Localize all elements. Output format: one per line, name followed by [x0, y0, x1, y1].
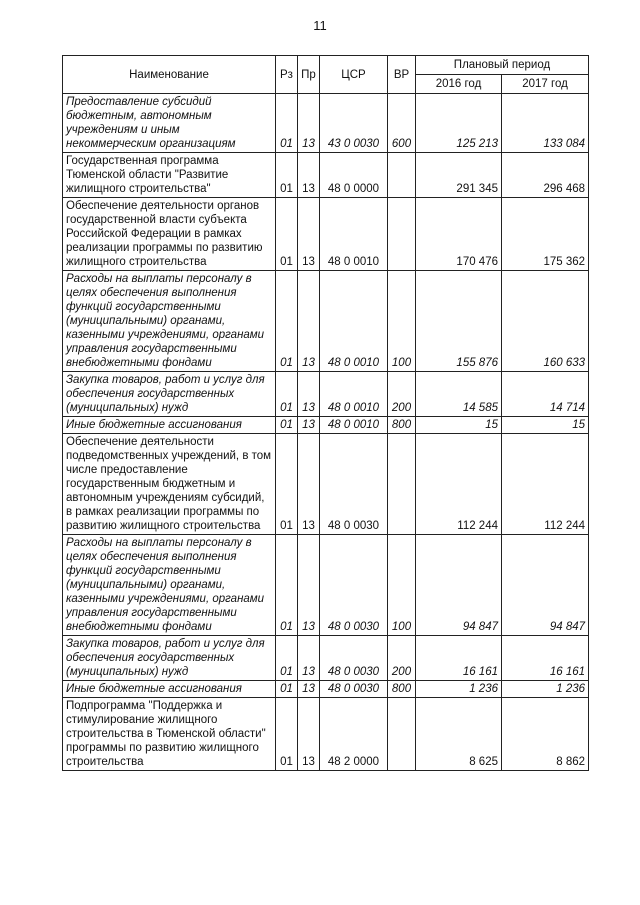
- row-vr: [388, 434, 416, 535]
- row-vr: [388, 153, 416, 198]
- row-vr: 100: [388, 271, 416, 372]
- row-2016: 291 345: [416, 153, 502, 198]
- row-rz: 01: [276, 434, 298, 535]
- row-pr: 13: [298, 434, 320, 535]
- header-name: Наименование: [63, 56, 276, 94]
- row-2016: 125 213: [416, 94, 502, 153]
- row-rz: 01: [276, 698, 298, 771]
- table-row: [63, 681, 589, 698]
- row-csr: 48 0 0010: [320, 372, 388, 417]
- table-row: [63, 434, 589, 535]
- table-row: [63, 94, 589, 153]
- header-rz: Рз: [276, 56, 298, 94]
- header-vr: ВР: [388, 56, 416, 94]
- row-csr: 48 0 0010: [320, 417, 388, 434]
- row-name: Иные бюджетные ассигнования: [63, 681, 276, 698]
- header-2017: 2017 год: [502, 75, 589, 94]
- row-2016: 155 876: [416, 271, 502, 372]
- row-rz: 01: [276, 153, 298, 198]
- row-2016: 170 476: [416, 198, 502, 271]
- row-rz: 01: [276, 198, 298, 271]
- header-period: Плановый период: [416, 56, 589, 75]
- row-2017: 175 362: [502, 198, 589, 271]
- row-name: Обеспечение деятельности органов государственной власти субъекта Российской Федерации в рамках реализации программы по развитию жилищного строительства: [63, 198, 276, 271]
- row-name: Государственная программа Тюменской области "Развитие жилищного строительства": [63, 153, 276, 198]
- row-2016: 94 847: [416, 535, 502, 636]
- row-name: Предоставление субсидий бюджетным, автономным учреждениям и иным некоммерческим организациям: [63, 94, 276, 153]
- row-name: Закупка товаров, работ и услуг для обеспечения государственных (муниципальных) нужд: [63, 372, 276, 417]
- row-vr: 100: [388, 535, 416, 636]
- row-csr: 43 0 0030: [320, 94, 388, 153]
- row-pr: 13: [298, 417, 320, 434]
- row-2016: 15: [416, 417, 502, 434]
- row-vr: 800: [388, 417, 416, 434]
- row-rz: 01: [276, 372, 298, 417]
- row-csr: 48 0 0010: [320, 198, 388, 271]
- row-rz: 01: [276, 636, 298, 681]
- row-rz: 01: [276, 271, 298, 372]
- row-rz: 01: [276, 681, 298, 698]
- row-2016: 112 244: [416, 434, 502, 535]
- row-2017: 94 847: [502, 535, 589, 636]
- table-row: [63, 271, 589, 372]
- table-row: [63, 698, 589, 771]
- row-csr: 48 0 0010: [320, 271, 388, 372]
- row-name: Расходы на выплаты персоналу в целях обеспечения выполнения функций государственными (муниципальными) органами, казенными учреждениями, органами управления государственными внебюджетными фондами: [63, 271, 276, 372]
- row-rz: 01: [276, 417, 298, 434]
- row-name: Обеспечение деятельности подведомственных учреждений, в том числе предоставление государственным бюджетным и автономным учреждениям субсидий, в рамках реализации программы по развитию жилищного строительства: [63, 434, 276, 535]
- row-name: Расходы на выплаты персоналу в целях обеспечения выполнения функций государственными (муниципальными) органами, казенными учреждениями, органами управления государственными внебюджетными фондами: [63, 535, 276, 636]
- row-vr: [388, 198, 416, 271]
- row-pr: 13: [298, 271, 320, 372]
- row-pr: 13: [298, 698, 320, 771]
- row-vr: 200: [388, 372, 416, 417]
- row-name: Подпрограмма "Поддержка и стимулирование жилищного строительства в Тюменской области" программы по развитию жилищного строительства: [63, 698, 276, 771]
- table-row: [63, 417, 589, 434]
- row-2017: 16 161: [502, 636, 589, 681]
- row-2017: 133 084: [502, 94, 589, 153]
- row-name: Закупка товаров, работ и услуг для обеспечения государственных (муниципальных) нужд: [63, 636, 276, 681]
- row-csr: 48 0 0030: [320, 434, 388, 535]
- row-2016: 14 585: [416, 372, 502, 417]
- table-row: [63, 535, 589, 636]
- row-2016: 16 161: [416, 636, 502, 681]
- row-pr: 13: [298, 198, 320, 271]
- row-pr: 13: [298, 681, 320, 698]
- row-csr: 48 0 0030: [320, 535, 388, 636]
- row-pr: 13: [298, 372, 320, 417]
- row-pr: 13: [298, 535, 320, 636]
- row-2017: 8 862: [502, 698, 589, 771]
- row-vr: 600: [388, 94, 416, 153]
- row-rz: 01: [276, 94, 298, 153]
- row-2017: 1 236: [502, 681, 589, 698]
- row-2017: 15: [502, 417, 589, 434]
- budget-table: [62, 55, 589, 771]
- row-csr: 48 0 0030: [320, 636, 388, 681]
- page-number: 11: [313, 18, 327, 33]
- row-name: Иные бюджетные ассигнования: [63, 417, 276, 434]
- row-2017: 112 244: [502, 434, 589, 535]
- header-pr: Пр: [298, 56, 320, 94]
- table-row: [63, 153, 589, 198]
- row-pr: 13: [298, 94, 320, 153]
- row-csr: 48 0 0000: [320, 153, 388, 198]
- row-vr: [388, 698, 416, 771]
- row-2017: 296 468: [502, 153, 589, 198]
- row-vr: 800: [388, 681, 416, 698]
- row-csr: 48 0 0030: [320, 681, 388, 698]
- table-row: [63, 636, 589, 681]
- row-2016: 8 625: [416, 698, 502, 771]
- row-2017: 14 714: [502, 372, 589, 417]
- header-2016: 2016 год: [416, 75, 502, 94]
- row-pr: 13: [298, 153, 320, 198]
- row-rz: 01: [276, 535, 298, 636]
- row-pr: 13: [298, 636, 320, 681]
- row-csr: 48 2 0000: [320, 698, 388, 771]
- header-csr: ЦСР: [320, 56, 388, 94]
- row-2016: 1 236: [416, 681, 502, 698]
- row-2017: 160 633: [502, 271, 589, 372]
- table-row: [63, 198, 589, 271]
- row-vr: 200: [388, 636, 416, 681]
- table-row: [63, 372, 589, 417]
